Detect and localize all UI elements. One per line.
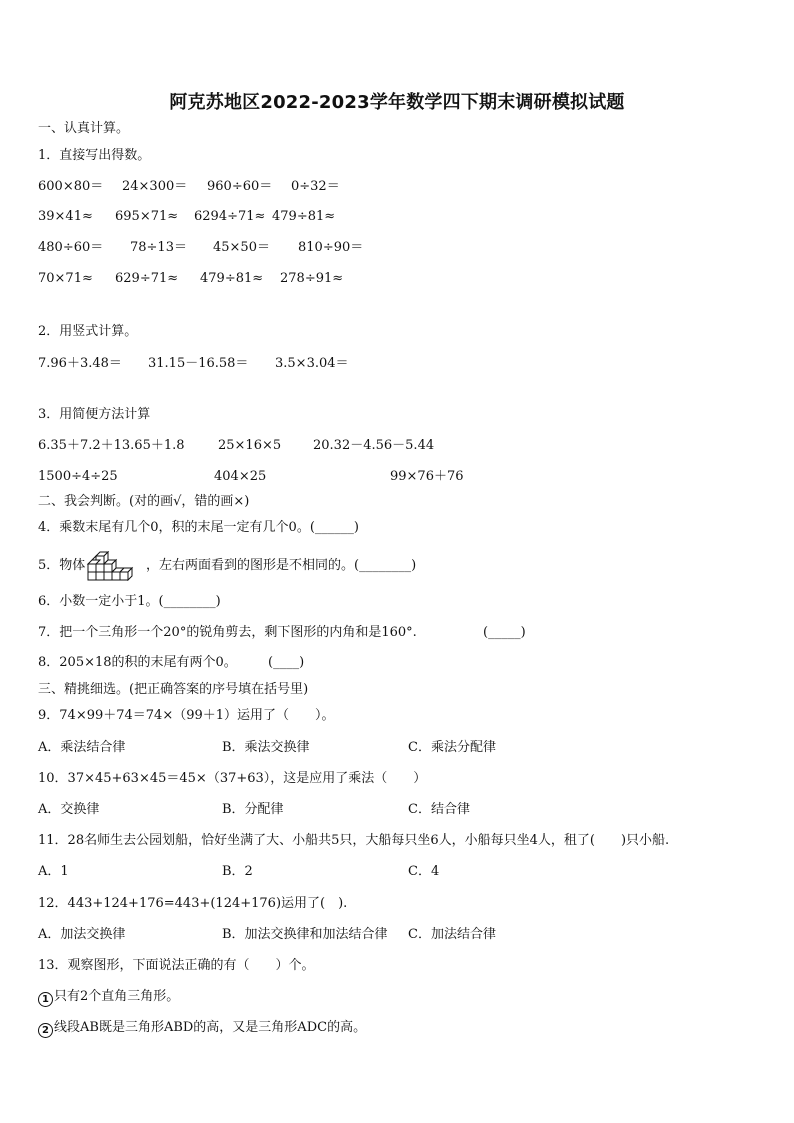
question-13-stem: 13．观察图形，下面说法正确的有（ ）个。 bbox=[38, 958, 315, 973]
q9-option-a[interactable]: A．乘法结合律 bbox=[38, 740, 126, 755]
q1-cell: 70×71≈ bbox=[38, 271, 93, 286]
q11-option-a[interactable]: A．1 bbox=[38, 864, 69, 879]
q3-item: 20.32－4.56－5.44 bbox=[313, 438, 435, 453]
q13-statement-2-text: 线段AB既是三角形ABD的高，又是三角形ADC的高。 bbox=[54, 1020, 367, 1035]
q13-statement-2 bbox=[38, 1020, 366, 1038]
q9-option-b[interactable]: B．乘法交换律 bbox=[222, 740, 310, 755]
question-1-label: 1．直接写出得数。 bbox=[38, 148, 151, 163]
question-9-stem: 9．74×99＋74＝74×（99＋1）运用了（ ）。 bbox=[38, 708, 335, 723]
q1-cell: 24×300＝ bbox=[122, 179, 188, 194]
q1-cell: 39×41≈ bbox=[38, 209, 93, 224]
q12-option-b[interactable]: B．加法交换律和加法结合律 bbox=[222, 927, 388, 942]
q10-option-b[interactable]: B．分配律 bbox=[222, 802, 284, 817]
question-4: 4．乘数末尾有几个0，积的末尾一定有几个0。(______) bbox=[38, 520, 359, 535]
q1-cell: 45×50＝ bbox=[213, 240, 270, 255]
q1-cell: 810÷90＝ bbox=[298, 240, 364, 255]
q3-item: 99×76＋76 bbox=[390, 469, 464, 484]
q1-cell: 278÷91≈ bbox=[280, 271, 344, 286]
q12-option-c[interactable]: C．加法结合律 bbox=[408, 927, 496, 942]
section-3-heading: 三、精挑细选。(把正确答案的序号填在括号里) bbox=[38, 682, 309, 697]
q3-item: 404×25 bbox=[214, 469, 267, 484]
question-7-blank[interactable]: (_____) bbox=[483, 625, 526, 640]
question-11-stem: 11．28名师生去公园划船，恰好坐满了大、小船共5只，大船每只坐6人，小船每只坐4人，租了( )只小船. bbox=[38, 833, 670, 848]
q2-item: 7.96＋3.48＝ bbox=[38, 356, 122, 371]
circled-number-1: 1 bbox=[38, 992, 53, 1007]
question-7: 7．把一个三角形一个20°的锐角剪去，剩下图形的内角和是160°. bbox=[38, 625, 417, 640]
q1-cell: 600×80＝ bbox=[38, 179, 104, 194]
question-10-stem: 10．37×45+63×45＝45×（37+63），这是应用了乘法（ ） bbox=[38, 771, 427, 786]
question-3-label: 3．用简便方法计算 bbox=[38, 407, 151, 422]
question-12-stem: 12．443+124+176=443+(124+176)运用了( ). bbox=[38, 896, 348, 911]
question-2-label: 2．用竖式计算。 bbox=[38, 324, 138, 339]
q1-cell: 479÷81≈ bbox=[272, 209, 336, 224]
q1-cell: 480÷60＝ bbox=[38, 240, 104, 255]
question-8-blank[interactable]: (____) bbox=[268, 655, 305, 670]
q1-cell: 0÷32＝ bbox=[291, 179, 340, 194]
q9-option-c[interactable]: C．乘法分配律 bbox=[408, 740, 496, 755]
q11-option-b[interactable]: B．2 bbox=[222, 864, 253, 879]
q1-cell: 479÷81≈ bbox=[200, 271, 264, 286]
circled-number-2: 2 bbox=[38, 1023, 53, 1038]
q2-item: 31.15－16.58＝ bbox=[148, 356, 249, 371]
q13-statement-1-text: 只有2个直角三角形。 bbox=[54, 989, 180, 1004]
q1-cell: 960÷60＝ bbox=[207, 179, 273, 194]
q1-cell: 629÷71≈ bbox=[115, 271, 179, 286]
section-1-heading: 一、认真计算。 bbox=[38, 121, 130, 136]
q11-option-c[interactable]: C．4 bbox=[408, 864, 440, 879]
section-2-heading: 二、我会判断。(对的画√，错的画×) bbox=[38, 494, 250, 509]
q3-item: 25×16×5 bbox=[218, 438, 282, 453]
q2-item: 3.5×3.04＝ bbox=[275, 356, 349, 371]
q3-item: 1500÷4÷25 bbox=[38, 469, 118, 484]
cube-stack-figure bbox=[86, 551, 142, 581]
page-title: 阿克苏地区2022-2023学年数学四下期末调研模拟试题 bbox=[169, 92, 625, 113]
question-5-text: ，左右两面看到的图形是不相同的。(________) bbox=[146, 558, 417, 573]
q13-statement-1 bbox=[38, 989, 179, 1007]
q1-cell: 78÷13＝ bbox=[130, 240, 187, 255]
question-5-prefix: 5．物体 bbox=[38, 558, 86, 573]
q3-item: 6.35＋7.2＋13.65＋1.8 bbox=[38, 438, 185, 453]
question-6: 6．小数一定小于1。(________) bbox=[38, 594, 221, 609]
q1-cell: 695×71≈ bbox=[115, 209, 179, 224]
q10-option-c[interactable]: C．结合律 bbox=[408, 802, 470, 817]
q10-option-a[interactable]: A．交换律 bbox=[38, 802, 100, 817]
question-8: 8．205×18的积的末尾有两个0。 bbox=[38, 655, 237, 670]
q1-cell: 6294÷71≈ bbox=[194, 209, 266, 224]
q12-option-a[interactable]: A．加法交换律 bbox=[38, 927, 126, 942]
